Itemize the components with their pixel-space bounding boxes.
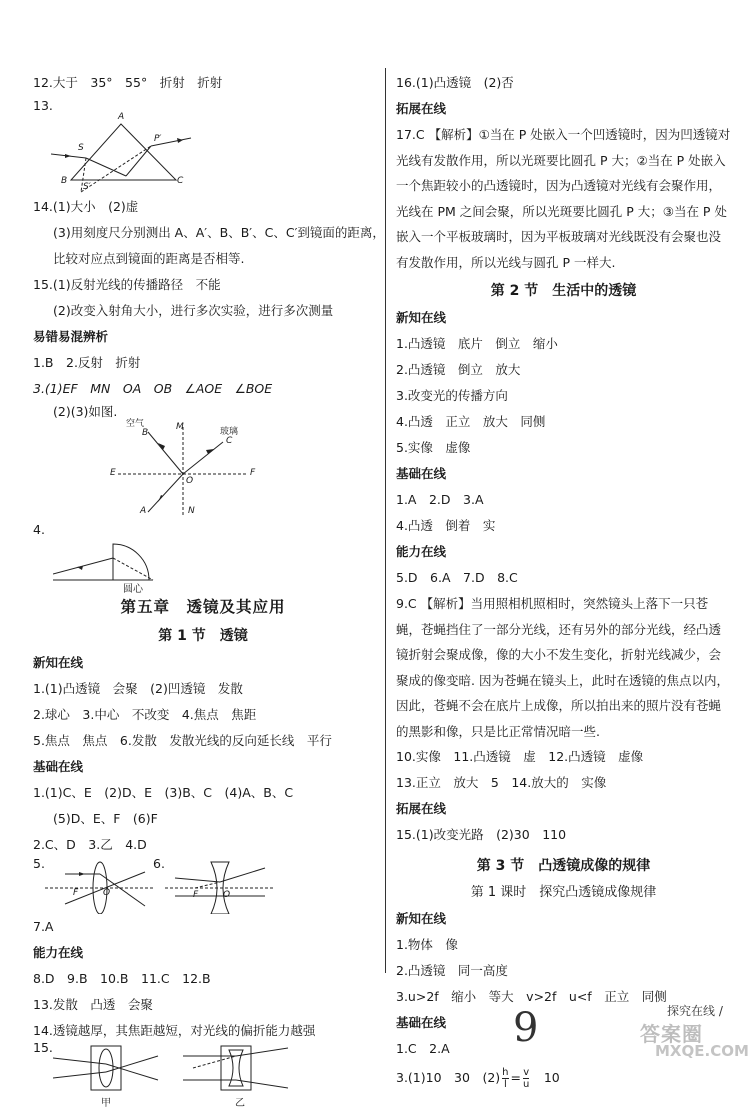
section-yicuo: 易错易混辨析	[33, 329, 109, 344]
section2-title: 第 2 节 生活中的透镜	[490, 283, 637, 299]
lesson1-title: 第 1 课时 探究凸透镜成像规律	[470, 885, 657, 900]
base-answer-1b: (5)D、E、F (6)F	[53, 811, 158, 826]
answer-12: 12.大于 35° 55° 折射 折射	[33, 75, 223, 90]
label-C2: C	[226, 436, 233, 446]
frac-v: v	[523, 1067, 530, 1078]
label-S-prime: S′	[83, 182, 91, 192]
error-answer-4: 4.	[33, 522, 45, 537]
convex-lens-svg	[45, 858, 155, 914]
r3-base-answer-3-post: 10	[531, 1070, 560, 1085]
watermark: 答案圈	[640, 1022, 703, 1046]
r3-base-answer-1: 1.C 2.A	[396, 1041, 450, 1056]
section1-title: 第 1 节 透镜	[158, 628, 248, 644]
answer-17	[396, 122, 731, 275]
mirror-diagram	[51, 112, 373, 194]
label-5: 5.	[33, 856, 45, 871]
answer-16: 16.(1)凸透镜 (2)否	[396, 75, 514, 90]
label-6: 6.	[153, 856, 165, 871]
label-F-2: F	[193, 890, 199, 900]
error-answer-3b: (2)(3)如图.	[53, 404, 118, 419]
r-expand-answer-15: 15.(1)改变光路 (2)30 110	[396, 827, 567, 842]
r3-new-answer-3: 3.u>2f 缩小 等大 v>2f u<f 正立 同侧	[396, 989, 667, 1004]
fraction-h-l	[502, 1067, 508, 1090]
r3-new-answer-2: 2.凸透镜 同一高度	[396, 963, 508, 978]
label-N: N	[188, 506, 195, 516]
r-new-answer-2: 2.凸透镜 倒立 放大	[396, 362, 521, 377]
right-column	[396, 70, 731, 1094]
label-F: F	[250, 468, 256, 478]
r-ability-answer-5: 5.D 6.A 7.D 8.C	[396, 570, 518, 585]
watermark-url: MXQE.COM	[655, 1042, 749, 1060]
label-yi: 乙	[235, 1098, 245, 1109]
column-divider	[385, 68, 386, 973]
r3-new-answer-1: 1.物体 像	[396, 937, 458, 952]
base-answer-2: 2.C、D 3.乙 4.D	[33, 837, 147, 852]
concave-lens-svg	[165, 858, 275, 914]
semicircle-diagram-svg	[53, 540, 173, 592]
mirror-diagram-svg	[51, 116, 211, 194]
label-O-2: O	[223, 890, 231, 900]
refraction-diagram	[108, 419, 373, 520]
label-C: C	[177, 176, 184, 186]
new-answer-2: 2.球心 3.中心 不改变 4.焦点 焦距	[33, 707, 257, 722]
label-F-1: F	[73, 888, 79, 898]
frac-l: l	[503, 1079, 507, 1090]
section-xinzhi-r: 新知在线	[396, 310, 447, 325]
r3-base-answer-3-pre: 3.(1)10 30 (2)	[396, 1070, 501, 1085]
base-answer-1: 1.(1)C、E (2)D、E (3)B、C (4)A、B、C	[33, 785, 294, 800]
frac-u: u	[522, 1079, 530, 1090]
section-nengli-r: 能力在线	[396, 544, 447, 559]
frac-eq: =	[510, 1070, 521, 1085]
r-base-answer-4: 4.凸透 倒着 实	[396, 518, 496, 533]
answer-14b: (3)用刻度尺分别测出 A、A′、B、B′、C、C′到镜面的距离，	[53, 225, 385, 240]
r-new-answer-4: 4.凸透 正立 放大 同侧	[396, 414, 546, 429]
section-jichu-r2: 基础在线	[396, 1015, 447, 1030]
base-answer-7: 7.A	[33, 919, 54, 934]
box-convex-svg	[53, 1044, 163, 1094]
label-M: M	[176, 422, 184, 432]
left-column	[33, 70, 385, 1109]
section-xinzhi-r2: 新知在线	[396, 911, 447, 926]
r-ability-answer-13: 13.正立 放大 5 14.放大的 实像	[396, 775, 607, 790]
r-base-answer-1: 1.A 2.D 3.A	[396, 492, 484, 507]
frac-h: h	[502, 1067, 509, 1078]
label-B2: B	[142, 428, 149, 438]
section-nengli: 能力在线	[33, 945, 84, 960]
new-answer-1: 1.(1)凸透镜 会聚 (2)凹透镜 发散	[33, 681, 243, 696]
semicircle-diagram	[53, 540, 373, 595]
label-air: 空气	[126, 419, 145, 429]
answer-14c: 比较对应点到镜面的距离是否相等.	[53, 251, 245, 266]
label-center: 圆心	[123, 584, 143, 595]
r-ability-answer-10: 10.实像 11.凸透镜 虚 12.凸透镜 虚像	[396, 749, 644, 764]
label-P: P′	[154, 134, 162, 144]
lens-diagrams	[33, 858, 373, 914]
label-S: S	[78, 143, 84, 153]
box-concave-svg	[183, 1044, 293, 1094]
label-E: E	[110, 468, 116, 478]
new-answer-5: 5.焦点 焦点 6.发散 发散光线的反向延长线 平行	[33, 733, 332, 748]
label-A2: A	[140, 506, 147, 516]
section-xinzhi: 新知在线	[33, 655, 84, 670]
r-ability-answer-9: 9.C 【解析】当用照相机照相时，突然镜头上落下一只苍蝇，苍蝇挡住了一部分光线，还有另外的部分光线，经凸透镜折射会聚成像，像的大小不发生变化，折射光线减少，会聚成的像变暗. 因为苍蝇在镜头上，此时在透镜的焦点以内，因此，苍蝇不会在底片上成像，所以拍出来的照片没有苍蝇的黑影和像，只是比正常情况暗一些.	[396, 596, 729, 739]
answer-15a: 15.(1)反射光线的传播路径 不能	[33, 277, 221, 292]
label-glass: 玻璃	[220, 427, 239, 437]
label-B: B	[61, 176, 68, 186]
section-jichu-r: 基础在线	[396, 466, 447, 481]
fraction-v-u	[523, 1067, 529, 1090]
label-O-1: O	[103, 888, 111, 898]
label-15: 15.	[33, 1040, 53, 1055]
error-answer-3: 3.(1)EF MN OA OB ∠AOE ∠BOE	[33, 381, 273, 396]
chapter-title: 第五章 透镜及其应用	[120, 598, 286, 616]
r-new-answer-1: 1.凸透镜 底片 倒立 缩小	[396, 336, 558, 351]
answer-17-text: 17.C 【解析】①当在 P 处嵌入一个凹透镜时，因为凹透镜对光线有发散作用，所以光斑要比圆孔 P 大；②当在 P 处嵌入一个焦距较小的凸透镜时，因为凸透镜对光线有会聚作用，光线在 PM 之间会聚，所以光斑要比圆孔 P 大；③当在 P 处嵌入一个平板玻璃时，因为平板玻璃对光线既没有会聚也没有发散作用，所以光线与圆孔 P 一样大.	[396, 127, 731, 270]
answer-14a: 14.(1)大小 (2)虚	[33, 199, 139, 214]
r-new-answer-5: 5.实像 虚像	[396, 440, 471, 455]
label-A: A	[118, 112, 125, 122]
section-tuozhan-r: 拓展在线	[396, 801, 447, 816]
section-jichu: 基础在线	[33, 759, 84, 774]
box-lens-diagrams	[33, 1040, 373, 1109]
ability-answer-14: 14.透镜越厚，其焦距越短，对光线的偏折能力越强	[33, 1023, 316, 1038]
answer-13: 13.	[33, 98, 53, 113]
ability-answer-8: 8.D 9.B 10.B 11.C 12.B	[33, 971, 211, 986]
ability-answer-13: 13.发散 凸透 会聚	[33, 997, 153, 1012]
footer-tag: 探究在线 /	[667, 1004, 723, 1018]
label-O: O	[186, 476, 194, 486]
error-answer-1: 1.B 2.反射 折射	[33, 355, 141, 370]
page-number: 9	[513, 1005, 539, 1051]
answer-15b: (2)改变入射角大小，进行多次实验，进行多次测量	[53, 303, 334, 318]
section3-title: 第 3 节 凸透镜成像的规律	[476, 858, 651, 874]
label-jia: 甲	[101, 1098, 111, 1109]
section-tuozhan: 拓展在线	[396, 101, 447, 116]
r-new-answer-3: 3.改变光的传播方向	[396, 388, 508, 403]
